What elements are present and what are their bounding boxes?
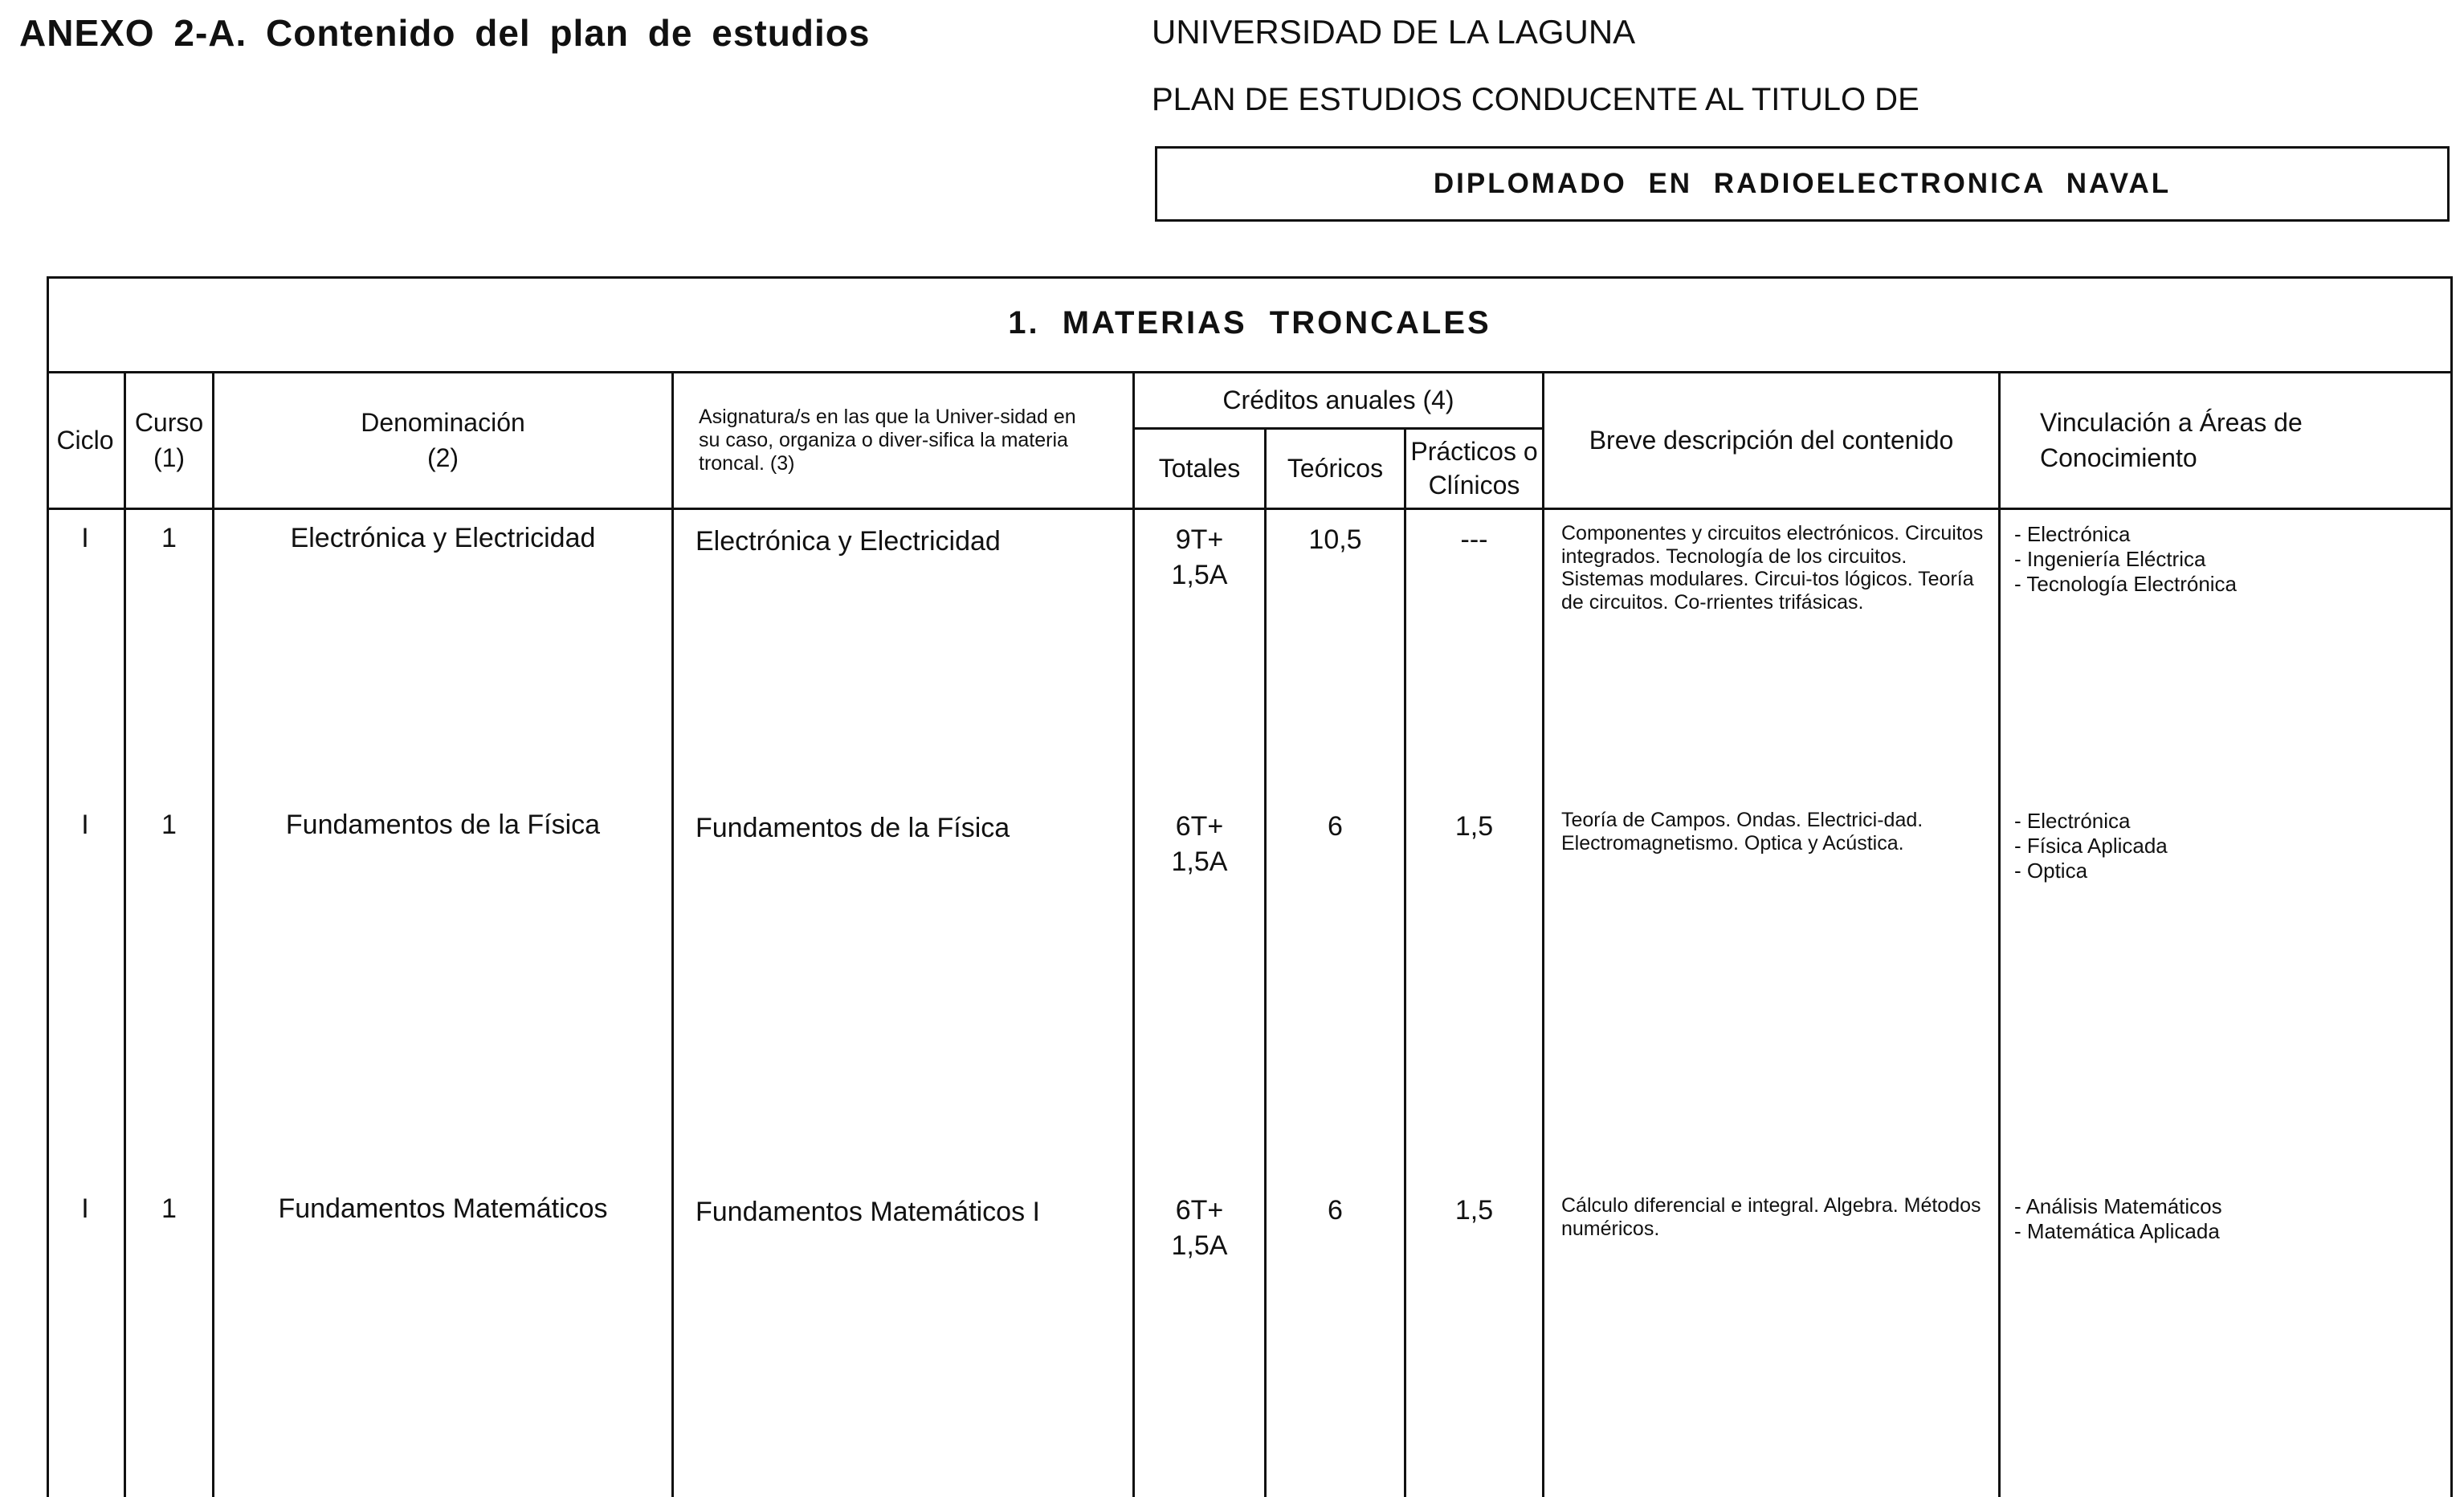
row3-practicos: 1,5: [1454, 1195, 1494, 1226]
row2-totales-a: 1,5A: [1171, 846, 1228, 878]
row2-teoricos: 6: [1328, 811, 1343, 842]
annex-title: ANEXO 2-A. Contenido del plan de estudios: [19, 12, 871, 54]
row3-ciclo: I: [81, 1193, 89, 1224]
col-header-teoricos: Teóricos: [1287, 453, 1384, 483]
row2-asignatura: Fundamentos de la Física: [696, 813, 1010, 843]
col-divider-5: [1264, 427, 1267, 1497]
row2-area-item: - Electrónica: [2014, 809, 2131, 833]
col-header-creditos: Créditos anuales (4): [1222, 385, 1454, 414]
row1-area-item: - Tecnología Electrónica: [2014, 572, 2238, 597]
row1-totales-t: 9T+: [1175, 524, 1224, 555]
row1-denominacion: Electrónica y Electricidad: [290, 523, 596, 553]
col-header-denominacion-note: (2): [426, 443, 459, 472]
row2-practicos: 1,5: [1454, 811, 1494, 842]
row3-totales-a: 1,5A: [1171, 1230, 1228, 1262]
col-divider-3: [671, 371, 674, 1497]
row2-areas: [2014, 809, 2432, 884]
row3-curso: 1: [161, 1193, 177, 1224]
col-header-asignatura: Asignatura/s en las que la Univer-sidad en su caso, organiza o diver-sifica la materia troncal. (3): [699, 406, 1076, 475]
row1-teoricos: 10,5: [1308, 524, 1362, 555]
degree-box: [1155, 146, 2450, 222]
row2-totales: [1135, 809, 1264, 879]
row3-descripcion: Cálculo diferencial e integral. Algebra. Métodos numéricos.: [1561, 1194, 1981, 1240]
row3-areas: [2014, 1194, 2432, 1244]
university-name: UNIVERSIDAD DE LA LAGUNA: [1152, 13, 1636, 51]
row3-totales: [1135, 1193, 1264, 1263]
plan-label: PLAN DE ESTUDIOS CONDUCENTE AL TITULO DE: [1152, 82, 1919, 117]
row2-denominacion: Fundamentos de la Física: [285, 810, 601, 840]
row2-area-item: - Optica: [2014, 859, 2088, 883]
col-divider-7: [1542, 371, 1544, 1497]
row2-area-item: - Física Aplicada: [2014, 834, 2168, 859]
row1-area-item: - Ingeniería Eléctrica: [2014, 547, 2206, 572]
row3-area-item: - Análisis Matemáticos: [2014, 1194, 2222, 1218]
col-header-curso: [126, 373, 212, 508]
col-header-curso-label: Curso: [134, 408, 204, 438]
row1-totales: [1135, 522, 1264, 593]
col-header-totales: Totales: [1158, 453, 1241, 483]
row3-denominacion: Fundamentos Matemáticos: [278, 1193, 608, 1224]
degree-title: DIPLOMADO EN RADIOELECTRONICA NAVAL: [1433, 168, 2172, 199]
row3-area-item: - Matemática Aplicada: [2014, 1219, 2220, 1244]
row1-asignatura: Electrónica y Electricidad: [696, 526, 1001, 557]
col-header-curso-note: (1): [153, 443, 186, 472]
section-title: 1. MATERIAS TRONCALES: [1008, 305, 1491, 341]
col-header-denominacion-label: Denominación: [361, 408, 525, 438]
row3-teoricos: 6: [1328, 1195, 1343, 1226]
row1-area-item: - Electrónica: [2014, 522, 2131, 546]
row2-ciclo: I: [81, 810, 89, 840]
row2-totales-t: 6T+: [1175, 811, 1224, 842]
row3-totales-t: 6T+: [1175, 1195, 1224, 1226]
row2-descripcion: Teoría de Campos. Ondas. Electrici-dad. Electromagnetismo. Optica y Acústica.: [1561, 809, 1923, 855]
row2-curso: 1: [161, 810, 177, 840]
header-bottom-divider: [47, 508, 2453, 510]
col-header-denominacion: [214, 373, 671, 508]
row3-asignatura: Fundamentos Matemáticos I: [696, 1197, 1040, 1227]
col-header-practicos: Prácticos o Clínicos: [1410, 436, 1538, 500]
col-divider-8: [1998, 371, 2001, 1497]
row1-descripcion: Componentes y circuitos electrónicos. Circuitos integrados. Tecnología de los circuitos. Sistemas modulares. Circui-tos lógicos. Teoría de circuitos. Co-rrientes trifásicas.: [1561, 522, 1984, 614]
col-divider-6: [1404, 427, 1406, 1497]
row1-areas: [2014, 522, 2432, 598]
col-header-ciclo: Ciclo: [56, 425, 114, 455]
col-header-areas: Vinculación a Áreas de Conocimiento: [2040, 408, 2303, 472]
col-header-descripcion: Breve descripción del contenido: [1589, 425, 1954, 455]
row1-curso: 1: [161, 523, 177, 553]
row1-practicos: ---: [1460, 524, 1488, 555]
row1-ciclo: I: [81, 523, 89, 553]
row1-totales-a: 1,5A: [1171, 560, 1228, 591]
